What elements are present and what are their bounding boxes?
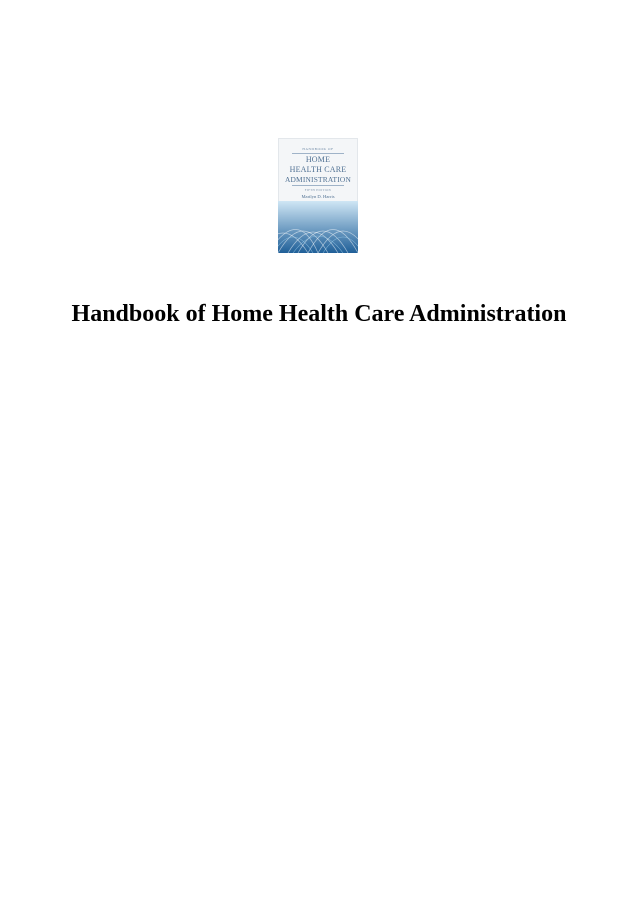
cover-handbook-label: HANDBOOK OF [302, 147, 334, 151]
cover-title-line-3: ADMINISTRATION [284, 175, 352, 184]
cover-divider-lower [292, 185, 344, 186]
cover-edition: FIFTH EDITION [304, 188, 332, 192]
book-cover-image [278, 138, 358, 253]
cover-author: Marilyn D. Harris [301, 194, 335, 199]
cover-wave-art [278, 201, 358, 253]
cover-title-line-1: HOME [305, 155, 331, 164]
cover-divider [292, 153, 344, 154]
cover-title-line-2: HEALTH CARE [289, 165, 347, 174]
document-title: Handbook of Home Health Care Administration [71, 301, 567, 327]
